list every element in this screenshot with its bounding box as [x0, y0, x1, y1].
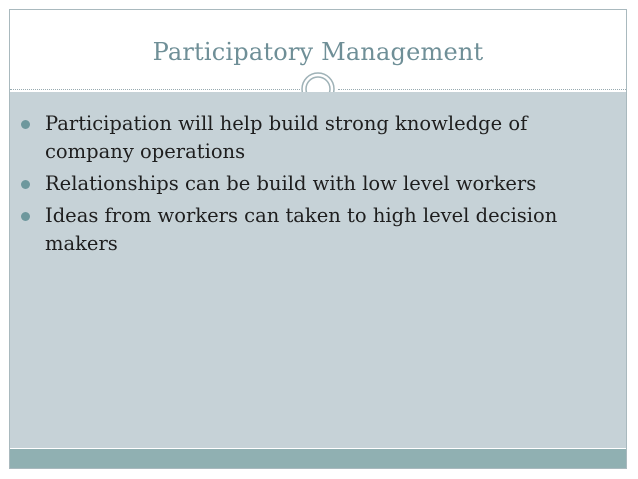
bullet-text: Ideas from workers can taken to high level decision makers: [45, 204, 558, 255]
bullet-dot-icon: [21, 180, 30, 189]
bullet-text: Relationships can be build with low level workers: [45, 172, 537, 195]
bullet-list: [18, 110, 608, 262]
bullet-item: [18, 202, 608, 258]
bullet-dot-icon: [21, 212, 30, 221]
bullet-text: Participation will help build strong knowledge of company operations: [45, 112, 528, 163]
bullet-dot-icon: [21, 120, 30, 129]
title-divider-left: [10, 89, 300, 90]
bottom-band: [10, 449, 626, 468]
title-divider-right: [338, 89, 626, 90]
slide-title: Participatory Management: [152, 38, 484, 66]
bullet-item: [18, 110, 608, 166]
bullet-item: [18, 170, 608, 198]
